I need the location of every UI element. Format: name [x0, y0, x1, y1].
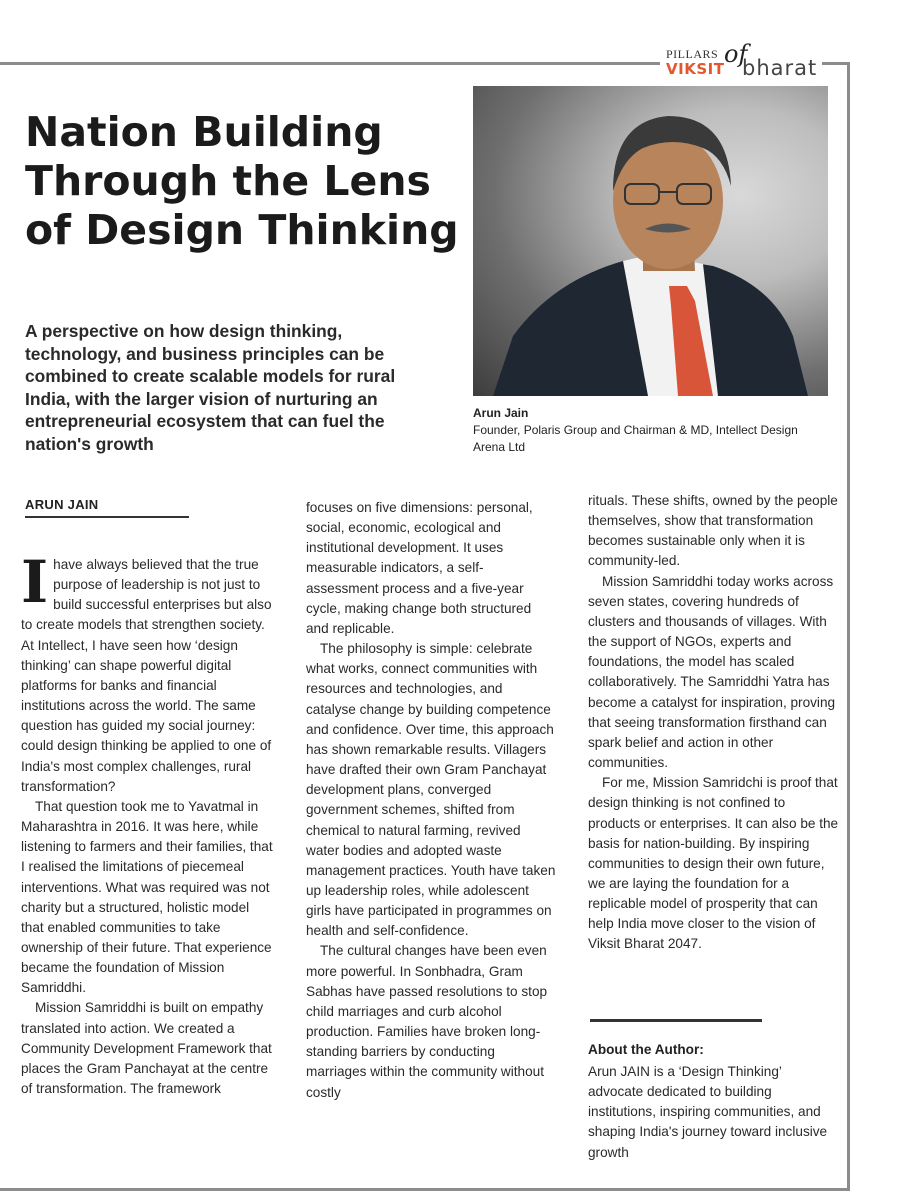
byline-rule [25, 516, 189, 518]
paragraph-1 [21, 548, 274, 797]
paragraph-7: rituals. These shifts, owned by the people themselves, show that transformation becomes sustainable only when it is community-led. [588, 493, 838, 569]
author-photo [473, 86, 828, 396]
page-frame-top [0, 62, 660, 65]
page-frame-bottom [0, 1188, 850, 1191]
logo-viksit: VIKSIT [666, 60, 725, 78]
pillars-of-viksit-bharat-logo [664, 40, 824, 84]
logo-of: of [724, 40, 748, 68]
about-author-heading: About the Author: [588, 1042, 704, 1057]
photo-caption-role: Founder, Polaris Group and Chairman & MD, Intellect Design Arena Ltd [473, 423, 798, 454]
byline: ARUN JAIN [25, 497, 99, 512]
paragraph-6: The cultural changes have been even more powerful. In Sonbhadra, Gram Sabhas have passed resolutions to stop child marriages and curb alcohol production. Families have broken long-standing barriers by conducting marriages within the community without costly [306, 943, 548, 1100]
paragraph-8: Mission Samriddhi today works across seven states, covering hundreds of clusters and thousands of villages. With the support of NGOs, experts and foundations, the model has scaled collaboratively. The Samriddhi Yatra has become a catalyst for inspiration, proving that seeing transformation firsthand can spark belief and action in other communities. [588, 573, 836, 771]
logo-bharat: bharat [742, 56, 818, 80]
paragraph-4: focuses on five dimensions: personal, social, economic, ecological and institutional development. It uses measurable indicators, a self-assessment process and a five-year cycle, making change both structured and replicable. [306, 500, 533, 636]
paragraph-9: For me, Mission Samridchi is proof that design thinking is not confined to products or enterprises. It can also be the basis for nation-building. By inspiring communities to design their own future, we are laying the foundation for a replicable model of prosperity that can help India move closer to the vision of Viksit Bharat 2047. [588, 775, 839, 952]
column-2 [306, 498, 556, 1103]
article-title: Nation Building Through the Lens of Design Thinking [25, 108, 459, 254]
portrait-illustration [473, 86, 828, 396]
paragraph-5: The philosophy is simple: celebrate what works, connect communities with resources and technologies, and catalyse change by building competence and confidence. Over time, this approach has shown remarkable results. Villagers have drafted their own Gram Panchayat development plans, converged government schemes, shifted from chemical to natural farming, revived water bodies and adopted waste management practices. Youth have taken up leadership roles, while adolescent girls have participated in programmes on health and self-confidence. [306, 641, 556, 939]
paragraph-1-text: have always believed that the true purpose of leadership is not just to build successful enterprises but also to create models that strengthen society. At Intellect, I have seen how ‘design thinking’ can shape powerful digital platforms for banks and financial institutions across the world. The same question has guided my social journey: could design thinking be applied to one of India's most complex challenges, rural transformation? [21, 557, 272, 794]
page-frame-right [847, 62, 850, 1190]
photo-caption-name: Arun Jain [473, 406, 529, 420]
paragraph-2: That question took me to Yavatmal in Maharashtra in 2016. It was here, while listening to farmers and their families, that I realised the limitations of piecemeal interventions. What was required was not charity but a structured, holistic model that enabled communities to take ownership of their future. That experience became the foundation of Mission Samriddhi. [21, 798, 273, 996]
about-author-rule [590, 1019, 762, 1022]
page-frame-top-right [822, 62, 850, 65]
column-3 [588, 491, 840, 955]
paragraph-3: Mission Samriddhi is built on empathy translated into action. We created a Community Development Framework that places the Gram Panchayat at the centre of transformation. The framework [21, 1000, 272, 1097]
article-subtitle: A perspective on how design thinking, technology, and business principles can be combined to create scalable models for rural India, with the larger vision of nurturing an entrepreneurial ecosystem that can fuel the nation's growth [25, 321, 396, 454]
logo-pillars: PILLARS [666, 47, 719, 61]
drop-cap: I [21, 548, 49, 616]
column-1 [21, 548, 274, 1099]
about-author-body: Arun JAIN is a ‘Design Thinking’ advocate dedicated to building institutions, inspiring communities, and shaping India's journey toward inclusive growth [588, 1064, 828, 1160]
